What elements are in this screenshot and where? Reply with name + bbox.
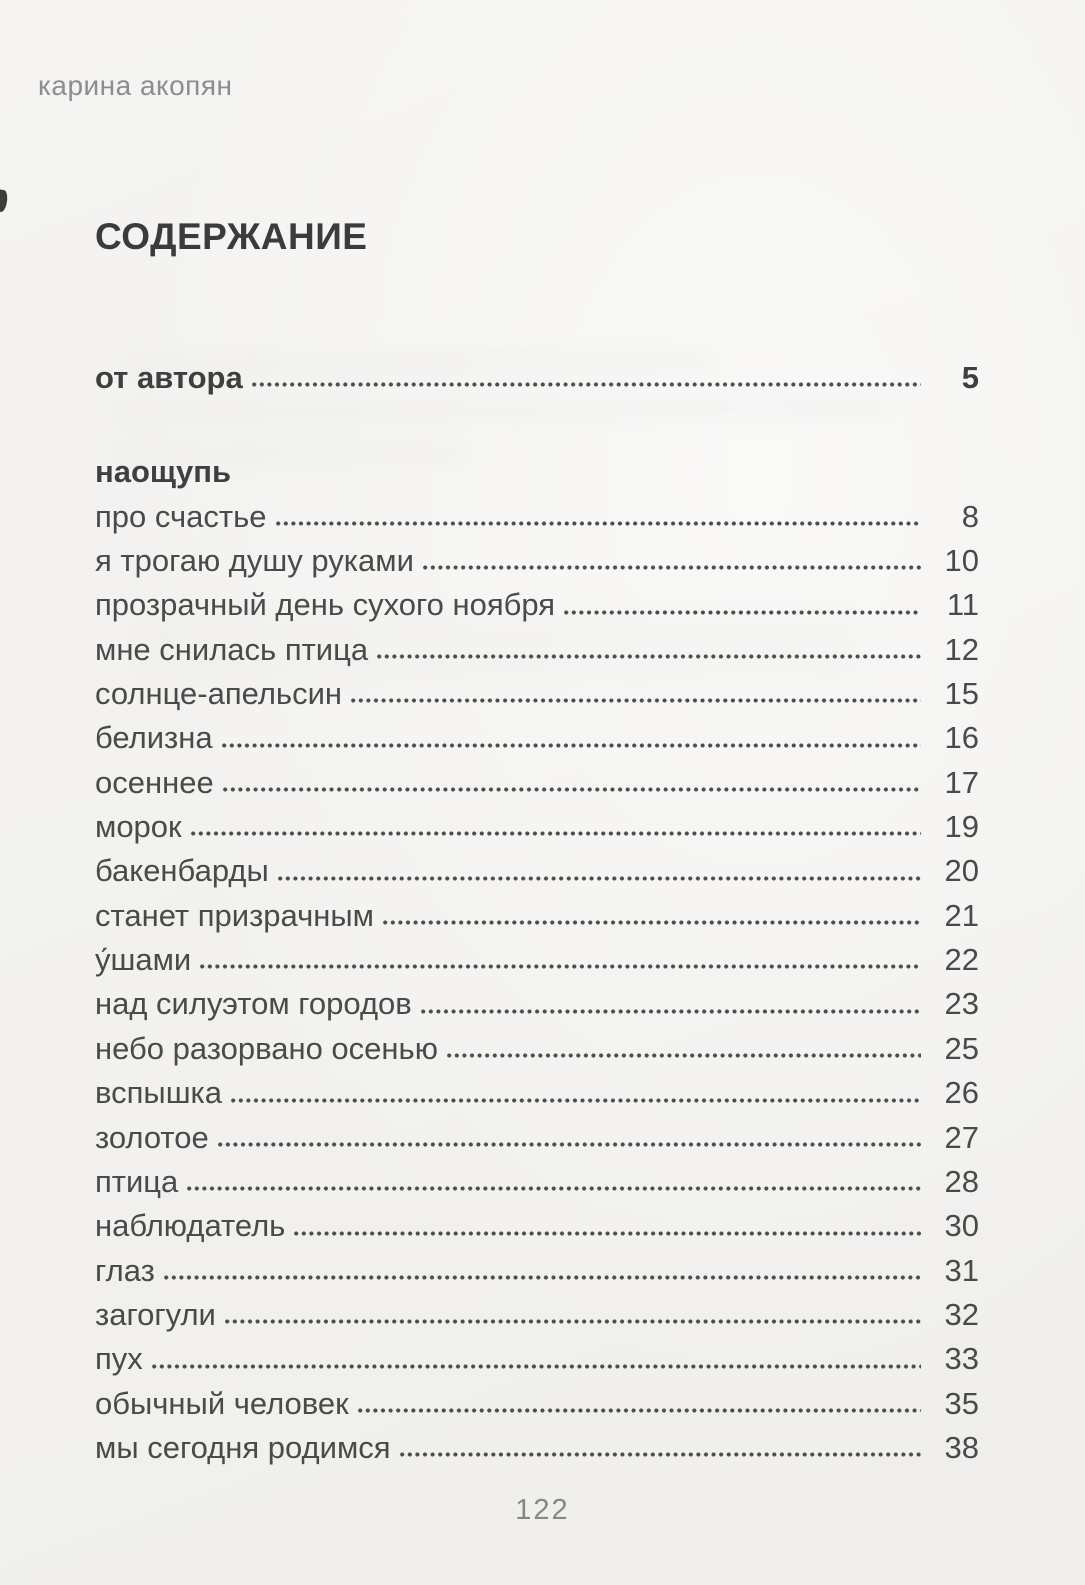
toc-row bbox=[95, 583, 979, 627]
dot-leader bbox=[218, 1142, 921, 1147]
toc-entry-page: 21 bbox=[944, 897, 979, 933]
toc-entry-label: у́шами bbox=[95, 942, 192, 978]
toc-entry-label: мы сегодня родимся bbox=[95, 1429, 391, 1465]
toc-row bbox=[95, 982, 979, 1026]
dot-leader bbox=[191, 831, 921, 836]
toc-row bbox=[95, 938, 979, 982]
toc-entry-label: обычный человек bbox=[95, 1385, 349, 1421]
dot-leader bbox=[164, 1275, 921, 1280]
toc-entry-page: 35 bbox=[944, 1385, 979, 1421]
dot-leader bbox=[200, 964, 921, 969]
dot-leader bbox=[447, 1053, 921, 1058]
toc-row bbox=[95, 628, 979, 672]
dot-leader bbox=[383, 920, 921, 925]
toc-entry-page: 10 bbox=[944, 543, 979, 579]
dot-leader bbox=[377, 654, 921, 659]
toc-section-heading: наощупь bbox=[95, 454, 232, 490]
toc-entry-page: 38 bbox=[944, 1429, 979, 1465]
table-of-contents bbox=[95, 356, 979, 1470]
toc-row bbox=[95, 1116, 979, 1160]
toc-entry-label: вспышка bbox=[95, 1075, 223, 1111]
dot-leader bbox=[223, 787, 921, 792]
toc-entry-page: 32 bbox=[944, 1296, 979, 1332]
toc-entry-label: станет призрачным bbox=[95, 897, 374, 933]
toc-row bbox=[95, 1204, 979, 1248]
toc-row bbox=[95, 1160, 979, 1204]
dot-leader bbox=[564, 610, 921, 615]
dot-leader bbox=[152, 1364, 921, 1369]
toc-row bbox=[95, 805, 979, 849]
toc-entry-label: про счастье bbox=[95, 498, 267, 534]
page-title: СОДЕРЖАНИЕ bbox=[95, 216, 368, 257]
dot-leader bbox=[423, 565, 921, 570]
dot-leader bbox=[225, 1319, 921, 1324]
toc-entry-page: 30 bbox=[944, 1208, 979, 1244]
toc-row bbox=[95, 1426, 979, 1470]
toc-entry-label: пух bbox=[95, 1341, 143, 1377]
toc-entry-page: 5 bbox=[961, 360, 979, 395]
toc-row bbox=[95, 1293, 979, 1337]
dot-leader bbox=[276, 521, 921, 526]
toc-entry-page: 26 bbox=[944, 1075, 979, 1111]
toc-row bbox=[95, 495, 979, 539]
toc-entry-label: мне снилась птица bbox=[95, 631, 369, 667]
toc-row bbox=[95, 761, 979, 805]
toc-entry-label: солнце-апельсин bbox=[95, 676, 343, 712]
toc-entry-page: 17 bbox=[944, 764, 979, 800]
dot-leader bbox=[222, 743, 921, 748]
toc-entry-label: я трогаю душу руками bbox=[95, 543, 414, 579]
toc-entry-label: небо разорвано осенью bbox=[95, 1030, 438, 1066]
toc-row bbox=[95, 849, 979, 893]
toc-entry-label: от автора bbox=[95, 360, 243, 395]
toc-entry-label: прозрачный день сухого ноября bbox=[95, 587, 556, 623]
dot-leader bbox=[278, 876, 921, 881]
toc-entry-page: 28 bbox=[944, 1163, 979, 1199]
toc-row bbox=[95, 1027, 979, 1071]
toc-row bbox=[95, 672, 979, 716]
toc-entry-page: 31 bbox=[944, 1252, 979, 1288]
running-header-author: карина акопян bbox=[38, 70, 233, 101]
toc-entry-page: 19 bbox=[944, 809, 979, 845]
dot-leader bbox=[231, 1098, 921, 1103]
toc-entry-page: 11 bbox=[946, 587, 979, 623]
toc-entry-page: 12 bbox=[944, 631, 979, 667]
toc-row-front bbox=[95, 356, 979, 400]
toc-entry-label: глаз bbox=[95, 1252, 155, 1288]
toc-row bbox=[95, 1071, 979, 1115]
dot-leader bbox=[294, 1231, 921, 1236]
toc-row bbox=[95, 1382, 979, 1426]
toc-row bbox=[95, 1249, 979, 1293]
toc-row bbox=[95, 894, 979, 938]
toc-entry-label: морок bbox=[95, 809, 182, 845]
toc-entry-label: над силуэтом городов bbox=[95, 986, 412, 1022]
dot-leader bbox=[400, 1452, 921, 1457]
toc-entry-label: птица bbox=[95, 1163, 179, 1199]
page-number: 122 bbox=[515, 1494, 570, 1526]
dot-leader bbox=[358, 1408, 921, 1413]
toc-entry-page: 8 bbox=[961, 498, 979, 534]
dot-leader bbox=[187, 1186, 921, 1191]
toc-entry-label: загогули bbox=[95, 1296, 216, 1332]
toc-entry-page: 15 bbox=[944, 676, 979, 712]
toc-entry-label: наблюдатель bbox=[95, 1208, 286, 1244]
toc-entry-page: 25 bbox=[944, 1030, 979, 1066]
dot-leader bbox=[351, 698, 921, 703]
toc-entry-page: 27 bbox=[944, 1119, 979, 1155]
dot-leader bbox=[421, 1009, 921, 1014]
toc-row bbox=[95, 539, 979, 583]
ink-speck bbox=[0, 189, 8, 212]
toc-row bbox=[95, 716, 979, 760]
toc-entry-label: бакенбарды bbox=[95, 853, 269, 889]
toc-entry-label: белизна bbox=[95, 720, 213, 756]
toc-entry-page: 22 bbox=[944, 942, 979, 978]
toc-row bbox=[95, 1337, 979, 1381]
toc-entry-page: 16 bbox=[944, 720, 979, 756]
toc-entry-page: 23 bbox=[944, 986, 979, 1022]
toc-entry-label: золотое bbox=[95, 1119, 209, 1155]
toc-entry-list bbox=[95, 495, 979, 1471]
toc-entry-page: 33 bbox=[944, 1341, 979, 1377]
dot-leader bbox=[252, 382, 921, 387]
toc-entry-page: 20 bbox=[944, 853, 979, 889]
toc-entry-label: осеннее bbox=[95, 764, 214, 800]
